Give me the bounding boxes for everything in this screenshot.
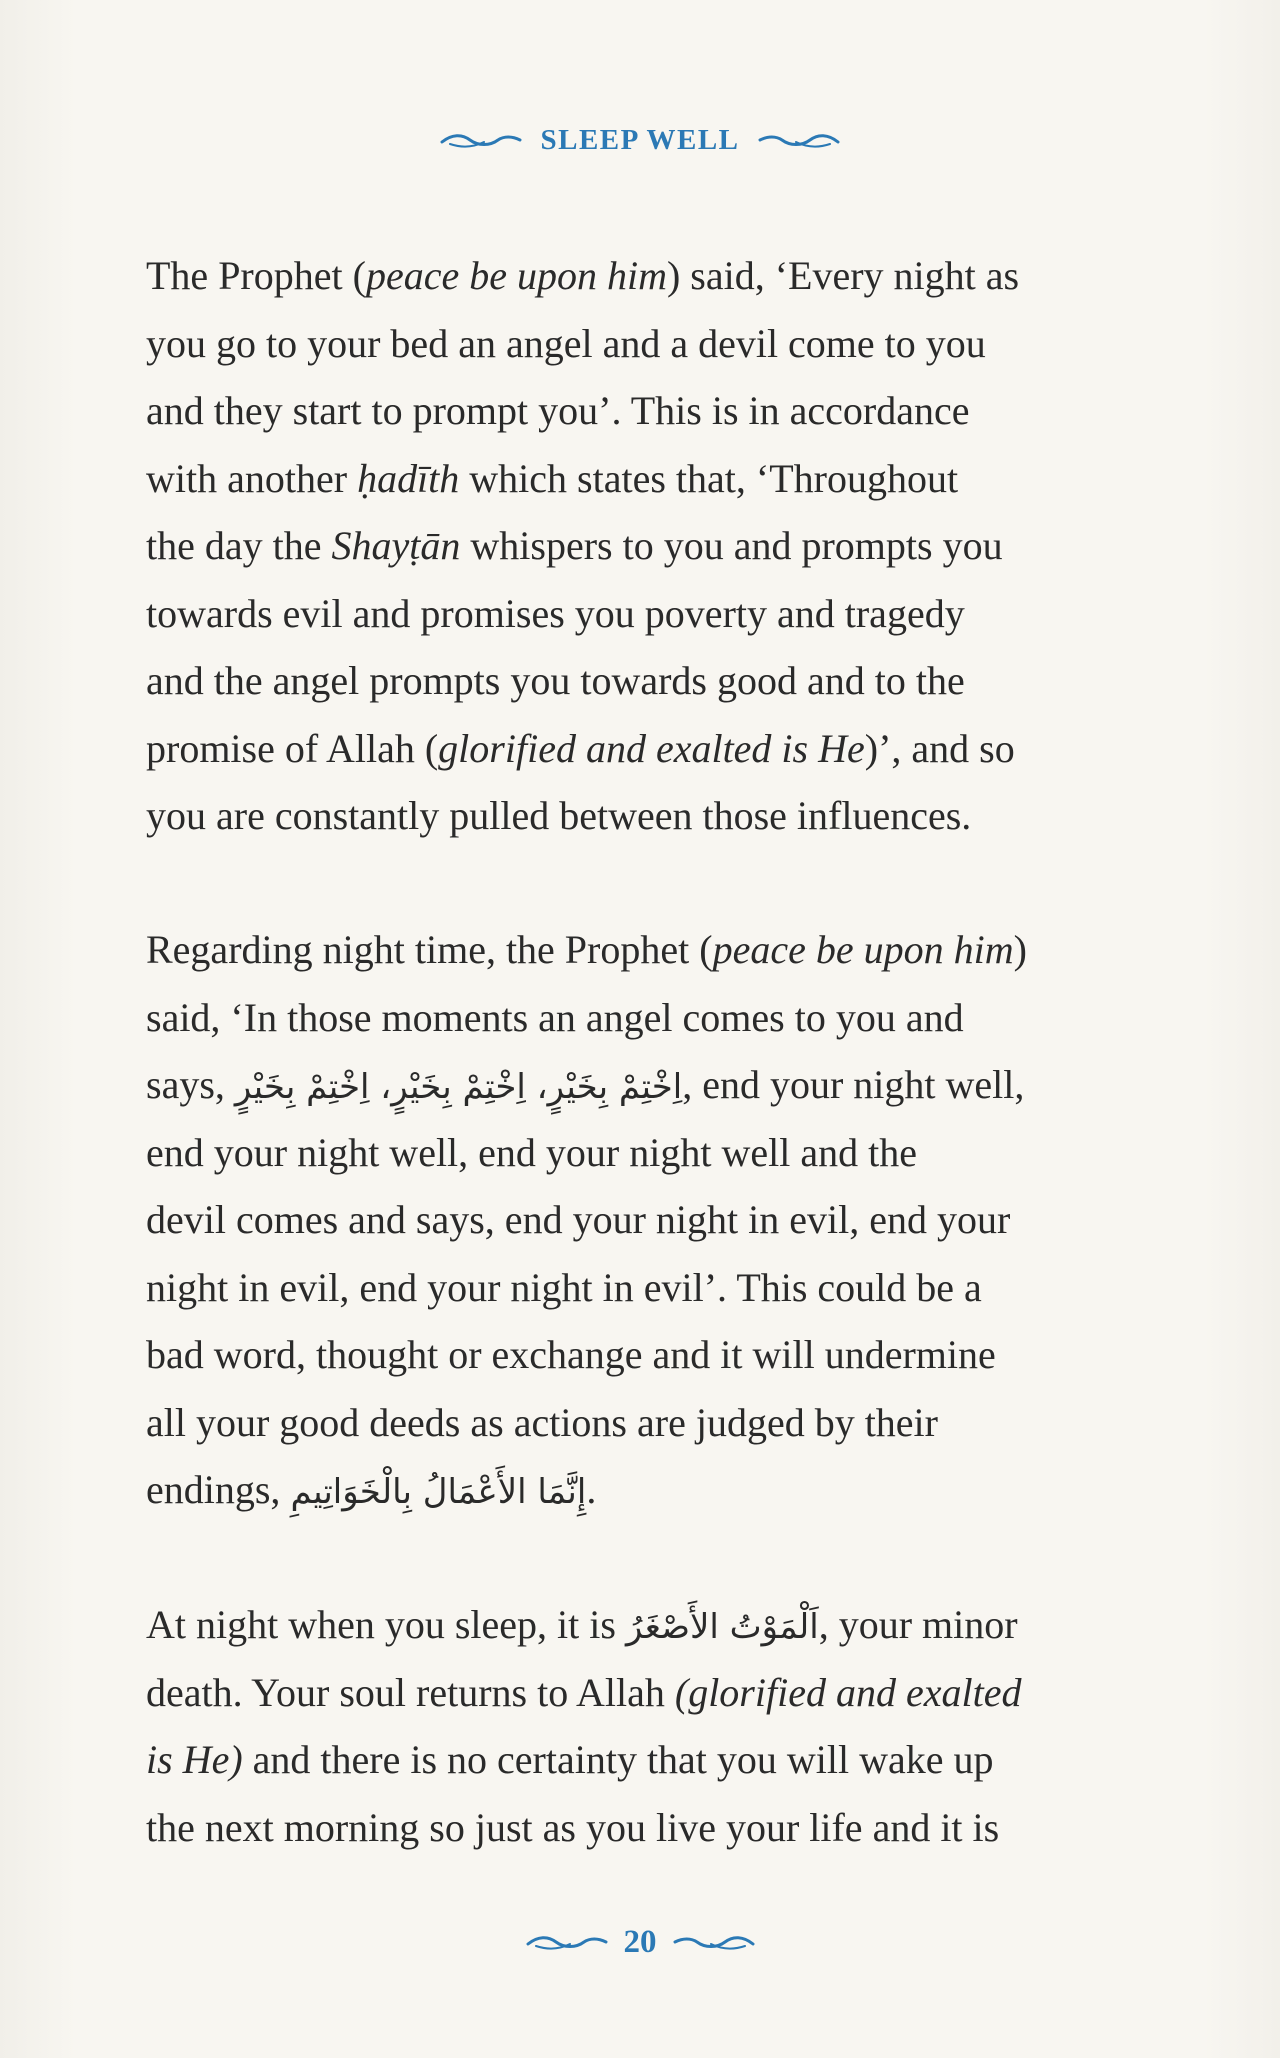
text-line	[146, 1659, 1146, 1727]
text-run: Regarding night time, the Prophet (	[146, 927, 713, 972]
text-line	[146, 242, 1146, 310]
left-swash-ornament	[440, 131, 522, 151]
text-line	[146, 647, 1146, 715]
text-line	[146, 1186, 1146, 1254]
text-line	[146, 715, 1146, 783]
text-line	[146, 1726, 1146, 1794]
text-run: the next morning so just as you live your life and it is	[146, 1804, 1000, 1850]
text-line	[146, 512, 1146, 580]
text-run: and there is no certainty that you will wake up	[242, 1737, 994, 1782]
page-number: 20	[623, 1924, 657, 1960]
text-line	[146, 580, 1146, 648]
text-run: )	[1013, 927, 1027, 972]
text-run: At night when you sleep, it is	[146, 1602, 626, 1647]
text-run: end your night well, end your night well and the	[146, 1129, 917, 1175]
text-line	[146, 1051, 1146, 1119]
page-footer	[0, 1924, 1280, 1961]
text-line	[146, 984, 1146, 1052]
text-run: with another	[146, 455, 358, 501]
text-run: says,	[146, 1062, 235, 1107]
text-run: you are constantly pulled between those influences.	[146, 793, 972, 838]
text-line	[146, 377, 1146, 445]
italic-run: peace be upon him	[365, 253, 667, 298]
arabic-phrase: اِخْتِمْ بِخَيْرٍ، اِخْتِمْ بِخَيْرٍ، اِخْتِمْ بِخَيْرٍ	[234, 1067, 683, 1107]
text-line	[146, 1321, 1146, 1389]
text-run: the day the	[146, 523, 332, 568]
running-head	[0, 124, 1280, 157]
italic-run: (glorified and exalted	[674, 1669, 1022, 1715]
text-line	[146, 310, 1146, 378]
text-run: ) said, ‘Every night as	[666, 253, 1020, 298]
italic-run: is He)	[146, 1737, 243, 1782]
text-run: , your minor	[818, 1602, 1018, 1647]
running-head-title: SLEEP WELL	[540, 124, 740, 156]
text-line	[146, 445, 1146, 513]
text-run: )’, and so	[864, 725, 1015, 771]
text-run: you go to your bed an angel and a devil come to you	[146, 320, 986, 366]
text-run: which states that, ‘Throughout	[459, 455, 959, 501]
paragraph-1	[146, 242, 1146, 850]
text-run: bad word, thought or exchange and it will undermine	[146, 1332, 996, 1377]
italic-run: ḥadīth	[357, 455, 460, 501]
italic-run: peace be upon him	[712, 927, 1014, 972]
text-run: all your good deeds as actions are judged by their	[146, 1399, 938, 1445]
text-line	[146, 1254, 1146, 1322]
text-run: devil comes and says, end your night in evil, end your	[146, 1197, 1011, 1242]
italic-run: glorified and exalted is He	[438, 725, 865, 771]
text-run: and the angel prompts you towards good and to the	[146, 658, 965, 703]
text-run: The Prophet (	[146, 253, 366, 298]
text-run: said, ‘In those moments an angel comes to you and	[146, 994, 964, 1040]
text-line	[146, 782, 1146, 850]
right-footer-ornament	[673, 1933, 755, 1953]
text-line	[146, 1456, 1146, 1524]
paragraph-2	[146, 916, 1146, 1524]
text-run: whispers to you and prompts you	[460, 523, 1003, 568]
text-run: .	[586, 1467, 597, 1512]
text-run: promise of Allah (	[146, 725, 439, 771]
text-line	[146, 1591, 1146, 1659]
text-run: night in evil, end your night in evil’. This could be a	[146, 1264, 982, 1310]
italic-run: Shayṭān	[331, 523, 461, 568]
left-footer-ornament	[526, 1933, 608, 1953]
arabic-phrase: إِنَّمَا الأَعْمَالُ بِالْخَوَاتِيمِ	[290, 1472, 587, 1512]
text-run: and they start to prompt you’. This is in accordance	[146, 388, 970, 433]
text-run: towards evil and promises you poverty and tragedy	[146, 590, 965, 636]
text-run: death. Your soul returns to Allah	[146, 1669, 675, 1715]
arabic-phrase: اَلْمَوْتُ الأَصْغَرُ	[625, 1607, 819, 1647]
text-line	[146, 1119, 1146, 1187]
text-line	[146, 916, 1146, 984]
text-run: , end your night well,	[682, 1062, 1025, 1107]
text-line	[146, 1389, 1146, 1457]
paragraph-3	[146, 1591, 1146, 1861]
right-swash-ornament	[758, 131, 840, 151]
text-line	[146, 1794, 1146, 1862]
text-run: endings,	[146, 1467, 291, 1512]
